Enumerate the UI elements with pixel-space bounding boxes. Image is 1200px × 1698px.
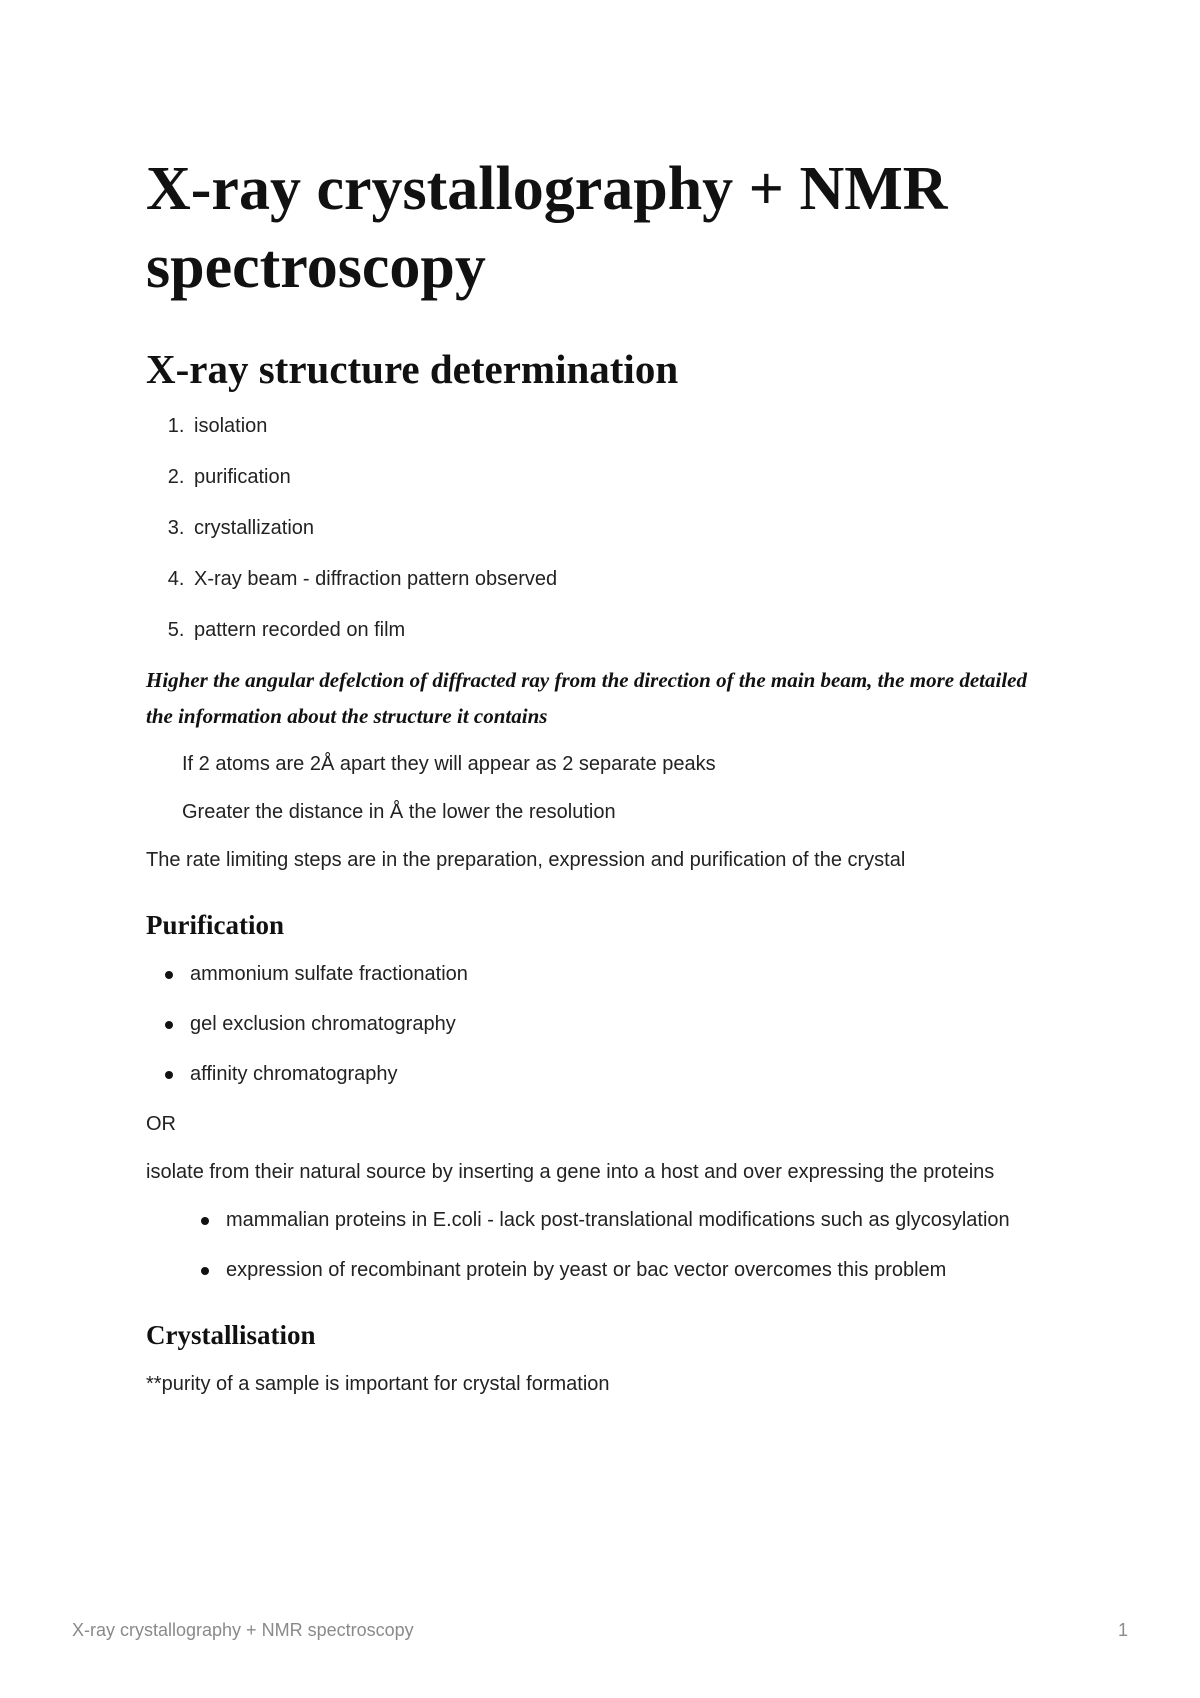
bullet-icon bbox=[165, 1071, 173, 1079]
document-title: X-ray crystallography + NMR spectroscopy bbox=[146, 155, 948, 301]
indented-note: If 2 atoms are 2Å apart they will appear as 2 separate peaks bbox=[182, 753, 716, 775]
bullet-icon bbox=[165, 1021, 173, 1029]
expression-notes-list bbox=[146, 1202, 1056, 1288]
list-item-text: ammonium sulfate fractionation bbox=[190, 963, 468, 985]
list-item bbox=[190, 1006, 1056, 1042]
purification-methods-list bbox=[146, 956, 1056, 1092]
alternative-paragraph: isolate from their natural source by inserting a gene into a host and over expressing the proteins bbox=[146, 1161, 995, 1183]
list-item: 2. purification bbox=[190, 459, 1056, 495]
list-item bbox=[226, 1252, 1056, 1288]
page-footer bbox=[72, 1620, 1128, 1650]
list-item bbox=[190, 956, 1056, 992]
section-heading-xray-structure: X-ray structure determination bbox=[146, 346, 679, 392]
document-page bbox=[146, 150, 1056, 1414]
list-item bbox=[226, 1202, 1056, 1238]
list-item-text: mammalian proteins in E.coli - lack post-translational modifications such as glycosylation bbox=[226, 1209, 1010, 1231]
determination-steps-list bbox=[146, 408, 1056, 648]
crystallisation-note: **purity of a sample is important for crystal formation bbox=[146, 1373, 610, 1395]
list-item: 3. crystallization bbox=[190, 510, 1056, 546]
bullet-icon bbox=[165, 971, 173, 979]
indented-note: Greater the distance in Å the lower the resolution bbox=[182, 801, 616, 823]
bullet-icon bbox=[201, 1217, 209, 1225]
list-item bbox=[190, 1056, 1056, 1092]
bullet-icon bbox=[201, 1267, 209, 1275]
page-number: 1 bbox=[1117, 1620, 1128, 1640]
or-label: OR bbox=[146, 1113, 176, 1135]
rate-limiting-paragraph: The rate limiting steps are in the preparation, expression and purification of the crystal bbox=[146, 849, 906, 871]
list-item: 4. X-ray beam - diffraction pattern observed bbox=[190, 561, 1056, 597]
list-item: 1. isolation bbox=[190, 408, 1056, 444]
footer-title: X-ray crystallography + NMR spectroscopy bbox=[72, 1620, 414, 1640]
section-heading-crystallisation: Crystallisation bbox=[146, 1320, 316, 1350]
list-item-text: expression of recombinant protein by yeast or bac vector overcomes this problem bbox=[226, 1259, 947, 1281]
section-heading-purification: Purification bbox=[146, 910, 284, 940]
emphasis-paragraph: Higher the angular defelction of diffracted ray from the direction of the main beam, the more detailed the information about the structure it contains bbox=[146, 668, 1027, 728]
list-item-text: affinity chromatography bbox=[190, 1063, 398, 1085]
list-item: 5. pattern recorded on film bbox=[190, 612, 1056, 648]
list-item-text: gel exclusion chromatography bbox=[190, 1013, 456, 1035]
